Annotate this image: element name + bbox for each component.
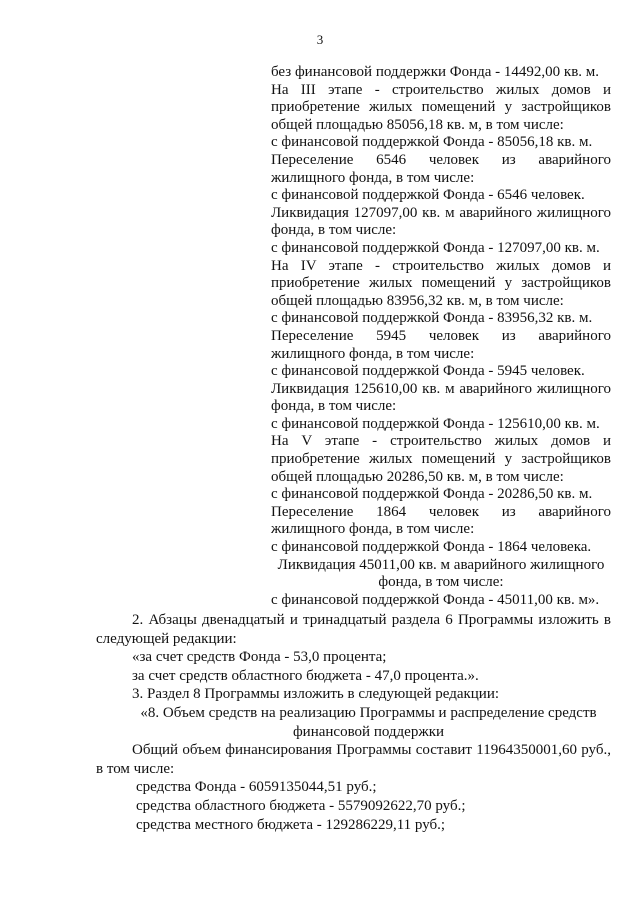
paragraph: Переселение 6546 человек из аварийного жилищного фонда, в том числе: <box>271 151 611 186</box>
paragraph: Ликвидация 127097,00 кв. м аварийного жилищного фонда, в том числе: <box>271 204 611 239</box>
paragraph: На III этапе - строительство жилых домов и приобретение жилых помещений у застройщиков общей площадью 85056,18 кв. м, в том числе: <box>271 81 611 133</box>
quoted-line: за счет средств областного бюджета - 47,0 процента.». <box>132 667 479 684</box>
funding-line: средства Фонда - 6059135044,51 руб.; <box>136 779 377 796</box>
paragraph: с финансовой поддержкой Фонда - 127097,00 кв. м. <box>271 239 600 256</box>
paragraph: Ликвидация 125610,00 кв. м аварийного жилищного фонда, в том числе: <box>271 380 611 415</box>
paragraph: с финансовой поддержкой Фонда - 1864 человека. <box>271 539 592 556</box>
paragraph: без финансовой поддержки Фонда - 14492,00 кв. м. <box>271 64 600 80</box>
amendment-item-2: 2. Абзацы двенадцатый и тринадцатый раздела 6 Программы изложить в следующей редакции: <box>96 612 611 647</box>
paragraph: с финансовой поддержкой Фонда - 83956,32 кв. м. <box>271 310 593 327</box>
paragraph: с финансовой поддержкой Фонда - 45011,00 кв. м». <box>271 591 600 608</box>
paragraph: На V этапе - строительство жилых домов и приобретение жилых помещений у застройщиков общей площадью 20286,50 кв. м, в том числе: <box>271 433 611 485</box>
paragraph: Переселение 5945 человек из аварийного жилищного фонда, в том числе: <box>271 327 611 362</box>
funding-line: средства областного бюджета - 5579092622,70 руб.; <box>136 797 466 814</box>
total-financing: Общий объем финансирования Программы составит 11964350001,60 руб., в том числе: <box>96 742 611 777</box>
right-column-text <box>271 64 611 609</box>
quoted-line: «за счет средств Фонда - 53,0 процента; <box>132 649 387 666</box>
paragraph: с финансовой поддержкой Фонда - 20286,50 кв. м. <box>271 486 593 503</box>
paragraph: На IV этапе - строительство жилых домов и приобретение жилых помещений у застройщиков общей площадью 83956,32 кв. м, в том числе: <box>271 257 611 309</box>
amendment-item-3: 3. Раздел 8 Программы изложить в следующей редакции: <box>132 686 500 703</box>
section-title: «8. Объем средств на реализацию Программы и распределение средств <box>140 704 597 721</box>
paragraph: с финансовой поддержкой Фонда - 6546 человек. <box>271 187 585 204</box>
section-title: финансовой поддержки <box>292 723 445 740</box>
page-number: 3 <box>316 32 324 47</box>
paragraph: Ликвидация 45011,00 кв. м аварийного жилищного фонда, в том числе: <box>277 556 605 591</box>
paragraph: с финансовой поддержкой Фонда - 85056,18 кв. м. <box>271 134 593 151</box>
main-body-text <box>96 611 611 834</box>
funding-line: средства местного бюджета - 129286229,11 руб.; <box>136 816 446 833</box>
paragraph: с финансовой поддержкой Фонда - 5945 человек. <box>271 363 585 380</box>
paragraph: с финансовой поддержкой Фонда - 125610,00 кв. м. <box>271 415 600 432</box>
paragraph: Переселение 1864 человек из аварийного жилищного фонда, в том числе: <box>271 503 611 538</box>
